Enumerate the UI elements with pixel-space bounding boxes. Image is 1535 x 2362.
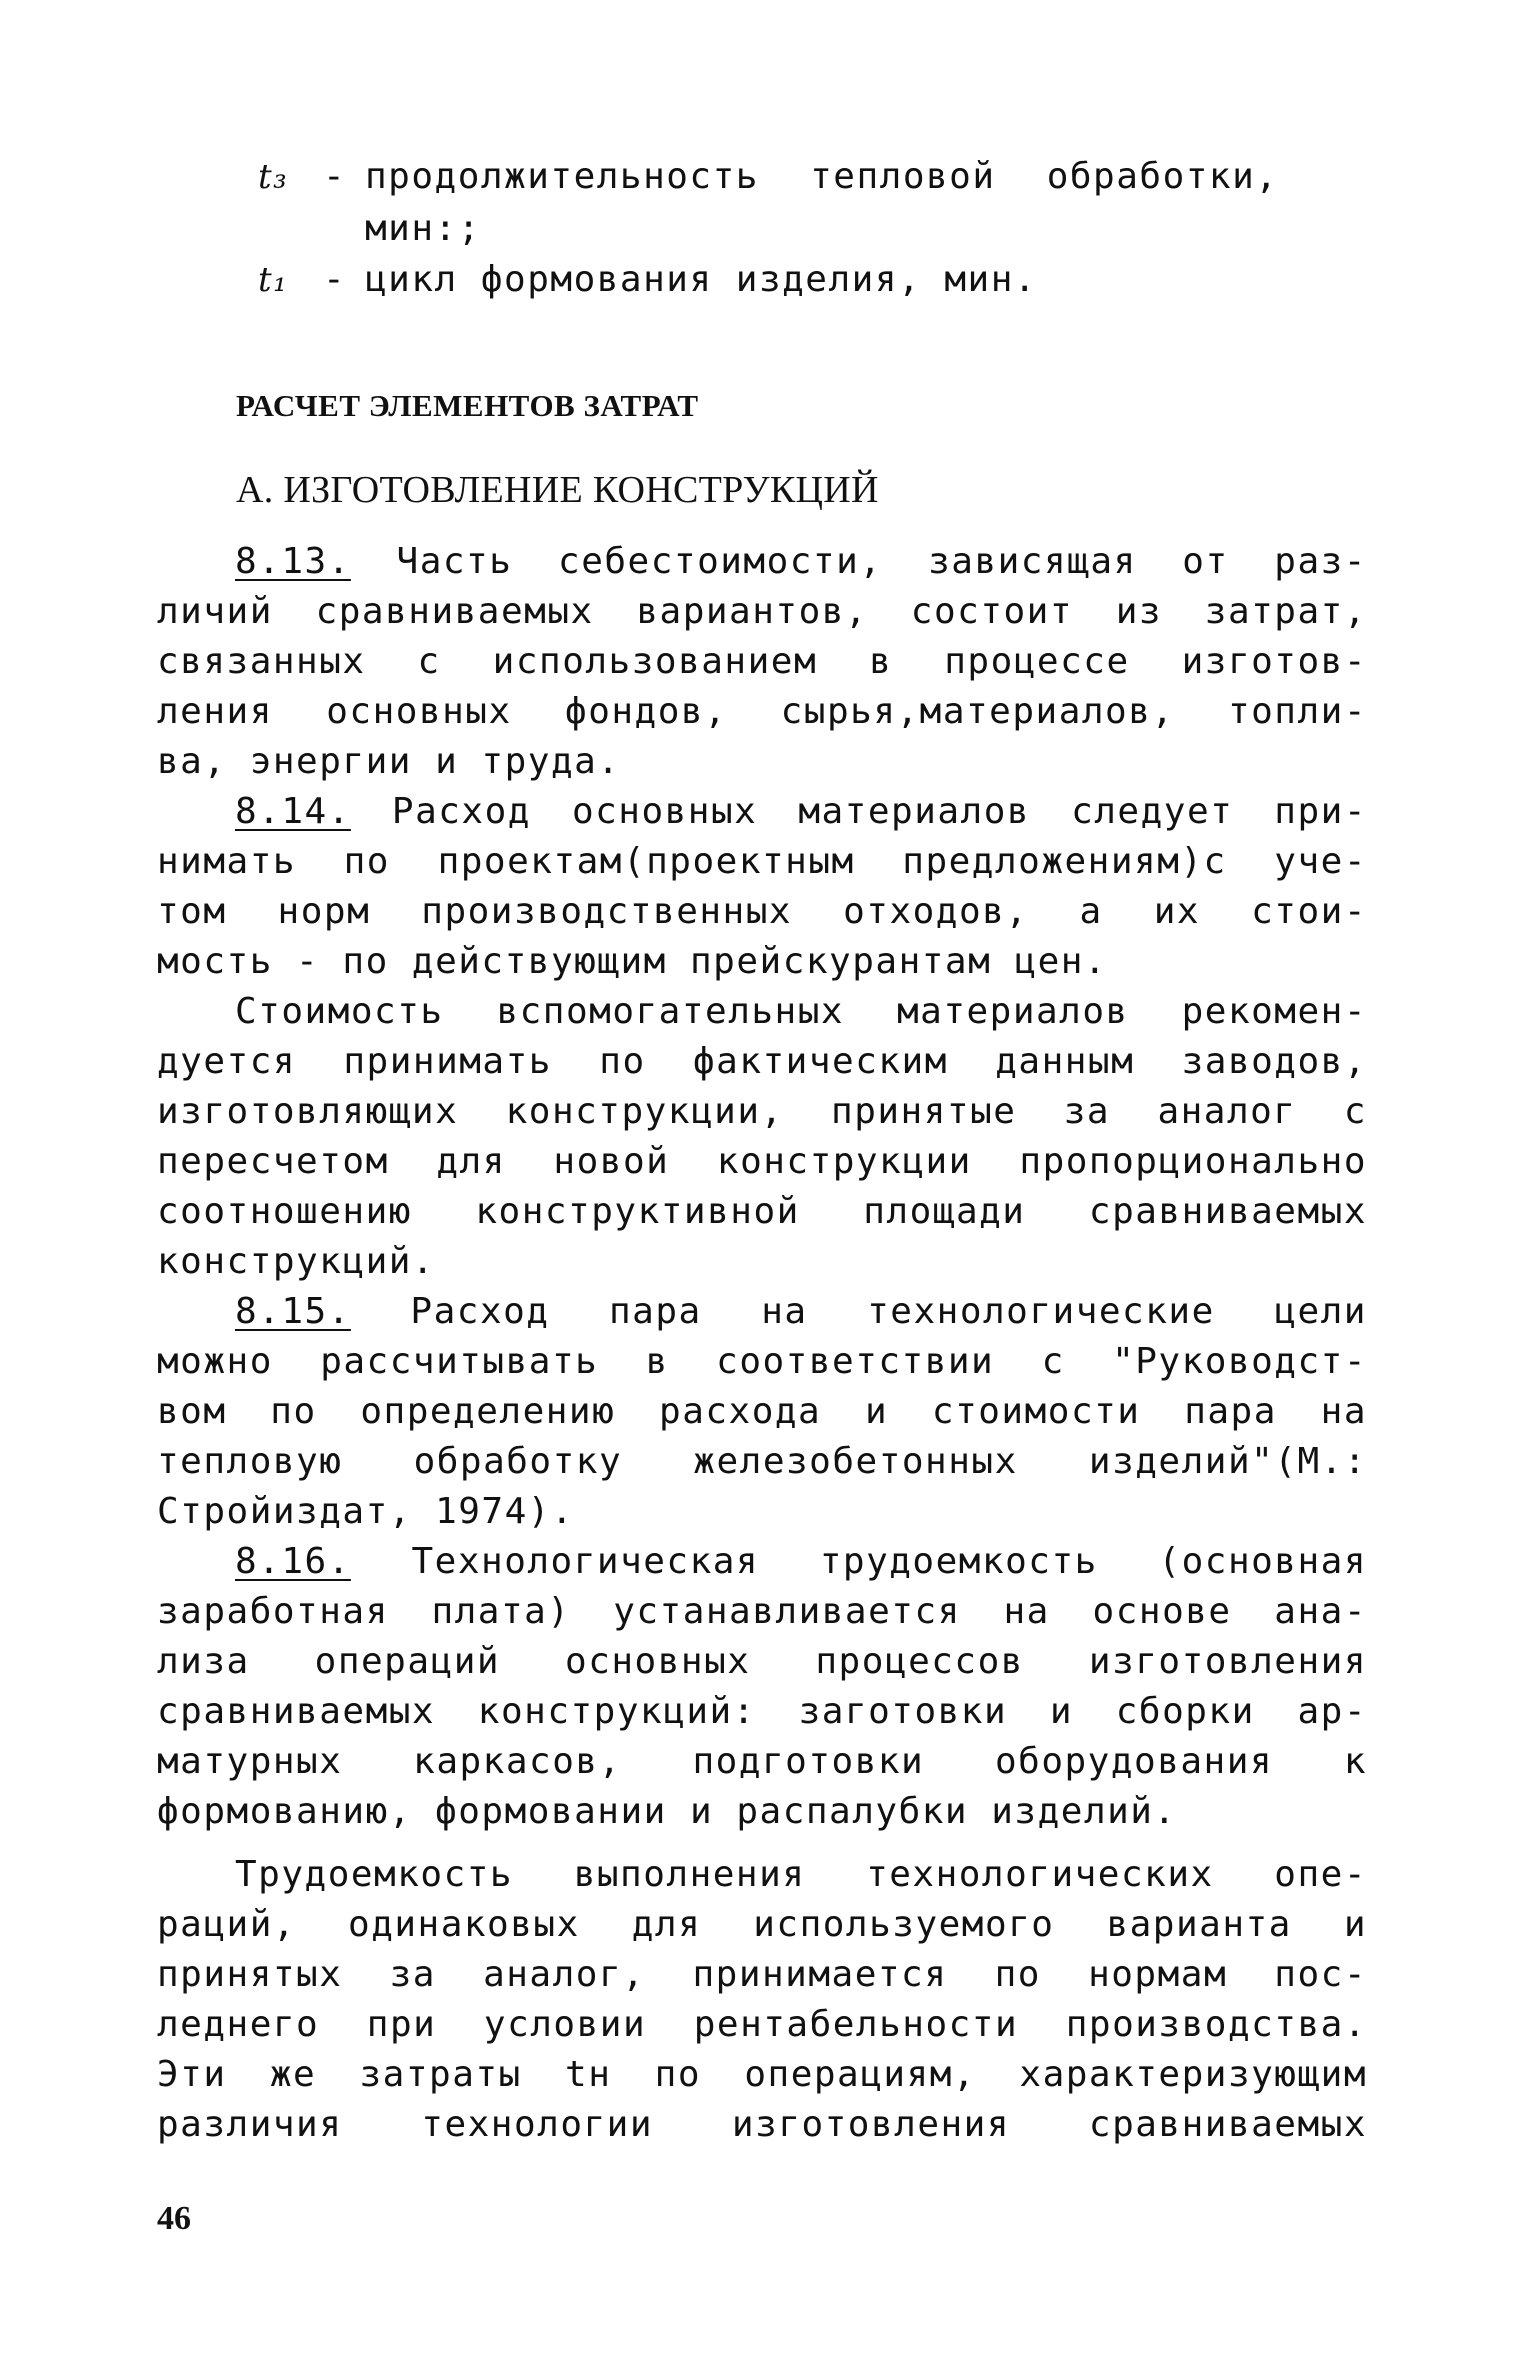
paragraph-number: 8.16. <box>235 1541 351 1582</box>
text-line: формованию, формовании и распалубки изделий. <box>157 1791 1177 1832</box>
text-line: Стройиздат, 1974). <box>157 1491 575 1532</box>
text-line: конструкций. <box>157 1241 436 1282</box>
text-line: Эти же затраты tн по операциям, характеризующим <box>157 2054 1367 2095</box>
definition-dash: - <box>323 259 347 300</box>
subsection-heading: А. ИЗГОТОВЛЕНИЕ КОНСТРУКЦИЙ <box>236 469 879 511</box>
text-line: лиза операций основных процессов изготовления <box>157 1641 1367 1682</box>
paragraph-first-line <box>235 537 1367 587</box>
paragraph-number: 8.13. <box>235 541 351 582</box>
text-line: ва, энергии и труда. <box>157 741 621 782</box>
paragraph-first-line <box>235 1537 1367 1587</box>
definition-symbol: t₃ <box>258 157 289 197</box>
text-line: Технологическая трудоемкость (основная <box>411 1541 1367 1582</box>
text-line: вом по определению расхода и стоимости пара на <box>157 1391 1367 1432</box>
text-line: пересчетом для новой конструкции пропорционально <box>157 1141 1367 1182</box>
section-heading: РАСЧЕТ ЭЛЕМЕНТОВ ЗАТРАТ <box>236 388 699 423</box>
text-line: различия технологии изготовления сравниваемых <box>157 2104 1367 2145</box>
text-line: связанных с использованием в процессе изготов- <box>157 641 1367 682</box>
text-line: сравниваемых конструкций: заготовки и сборки ар- <box>157 1691 1367 1732</box>
paragraph-number: 8.14. <box>235 791 351 832</box>
text-line: матурных каркасов, подготовки оборудования к <box>157 1741 1367 1782</box>
page-number: 46 <box>157 2200 191 2237</box>
paragraph-first-line <box>235 1287 1367 1337</box>
text-line: дуется принимать по фактическим данным заводов, <box>157 1041 1367 1082</box>
paragraph-number: 8.15. <box>235 1291 351 1332</box>
text-line: том норм производственных отходов, а их стои- <box>157 891 1367 932</box>
definition-continuation: мин:; <box>365 208 481 249</box>
text-line: ления основных фондов, сырья,материалов, топли- <box>157 691 1367 732</box>
text-line: Расход пара на технологические цели <box>410 1291 1367 1332</box>
text-line: тепловую обработку железобетонных изделий"(М.: <box>157 1441 1367 1482</box>
text-line: изготовляющих конструкции, принятые за аналог с <box>157 1091 1367 1132</box>
definition-symbol: t₁ <box>258 260 289 300</box>
text-line: принятых за аналог, принимается по нормам пос- <box>157 1954 1367 1995</box>
definition-dash: - <box>323 156 347 197</box>
text-line: раций, одинаковых для используемого варианта и <box>157 1904 1367 1945</box>
paragraph-first-line <box>235 787 1367 837</box>
definition-text: продолжительность тепловой обработки, <box>365 156 1279 197</box>
text-line: Трудоемкость выполнения технологических опе- <box>235 1854 1367 1895</box>
definition-text: цикл формования изделия, мин. <box>365 259 1038 300</box>
text-line: Часть себестоимости, зависящая от раз- <box>396 541 1367 582</box>
text-line: леднего при условии рентабельности производства. <box>157 2004 1367 2045</box>
text-line: можно рассчитывать в соответствии с "Руководст- <box>157 1341 1367 1382</box>
text-line: личий сравниваемых вариантов, состоит из затрат, <box>157 591 1367 632</box>
text-line: мость - по действующим прейскурантам цен. <box>157 941 1108 982</box>
text-line: Стоимость вспомогательных материалов рекомен- <box>235 991 1367 1032</box>
text-line: нимать по проектам(проектным предложениям)с уче- <box>157 841 1367 882</box>
text-line: Расход основных материалов следует при- <box>391 791 1367 832</box>
text-line: заработная плата) устанавливается на основе ана- <box>157 1591 1367 1632</box>
text-line: соотношению конструктивной площади сравниваемых <box>157 1191 1367 1232</box>
